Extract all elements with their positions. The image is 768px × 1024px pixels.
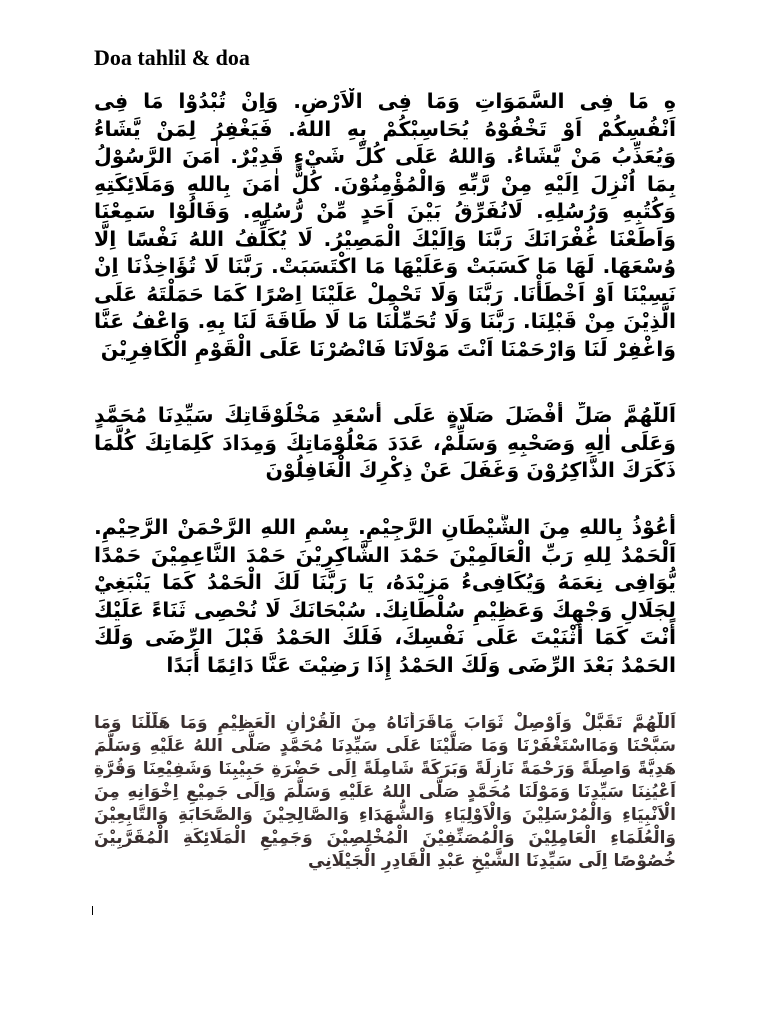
paragraph-salawat: اَللّٰهُمَّ صَلِّ أَفْضَلَ صَلَاةٍ عَلَى أَسْعَدِ مَخْلُوْقَاتِكَ سَيِّدِنَا مُحَمَّدٍ وَعَلَى اٰلِهِ وَصَحْبِهِ وَسَلِّمْ، عَدَدَ مَعْلُوْمَاتِكَ وَمِدَادَ كَلِمَاتِكَ كُلَّمَا ذَكَرَكَ الذَّاكِرُوْنَ وَغَفَلَ عَنْ ذِكْرِكَ الْغَافِلُوْنَ — [94, 403, 676, 482]
page-title: Doa tahlil & doa — [94, 45, 250, 70]
paragraph-hamd: أَعُوْذُ بِاللهِ مِنَ الشَّيْطَانِ الرَّجِيْمِ. بِسْمِ اللهِ الرَّحْمَنْ الرَّحِيْمِ. اَلْحَمْدُ لِلهِ رَبِّ الْعَالَمِيْنَ حَمْدَ الشَّاكِرِيْنَ حَمْدَ النَّاعِمِيْنَ حَمْدًا يُّوَافِى نِعَمَهُ وَيُكَافِىءُ مَزِيْدَهُ، يَا رَبَّنَا لَكَ الْحَمْدُ كَمَا يَنْبَغِيْ لِجَلَالِ وَجْهِكَ وَعَظِيْمِ سُلْطَانِكَ. سُبْحَانَكَ لَا نُحْصِى ثَنَاءً عَلَيْكَ أَنْتَ كَمَا أَثْنَيْتَ عَلَى نَفْسِكَ، فَلَكَ الحَمْدُ قَبْلَ الرِّضَى وَلَكَ الحَمْدُ بَعْدَ الرِّضَى وَلَكَ الحَمْدُ إِذَا رَضِيْتَ عَنَّا دَائِمًا أَبَدًا — [94, 515, 676, 677]
paragraph-doa-tahlil: اَللّٰهُمَّ تَقَبَّلْ وَاَوْصِلْ ثَوَابَ مَاقَرَأْنَاهُ مِنَ الْقُرْاٰنِ الْعَظِيْمِ وَمَا هَلَّلْنَا وَمَا سَبَّحْنَا وَمَااسْتَغْفَرْنَا وَمَا صَلَّيْنَا عَلَى سَيِّدِنَا مُحَمَّدٍ صَلَّى اللهُ عَلَيْهِ وَسَلَّمَ هَدِيَّةً وَاصِلَةً وَرَحْمَةً نَازِلَةً وَبَرَكَةً شَامِلَةً اِلَى حَضْرَةِ حَبِيْبِنَا وَشَفِيْعِنَا وَقُرَّةِ اَعْيُنِنَا سَيِّدِنَا وَمَوْلَنَا مُحَمَّدٍ صَلَّى اللهُ عَلَيْهِ وَسَلَّمَ وَاِلَى جَمِيْعِ اِخْوَانِهِ مِنَ الْاَنْبِيَاءِ وَالْمُرْسَلِيْنَ وَالْاَوْلِيَاءِ وَالشُّهَدَاءِ وَالصَّالِحِيْنَ وَالصَّحَابَةِ وَالتَّابِعِيْنَ وَالْعُلَمَاءِ الْعَامِلِيْنَ وَالْمُصَنِّفِيْنَ الْمُخْلِصِيْنَ وَجَمِيْعِ الْمَلَائِكَةِ الْمُقَرَّبِيْنَ خُصُوْصًا اِلَى سَيِّدِنَا الشَّيْخِ عَبْدِ الْقَادِرِ الْجَيْلَانِي — [94, 713, 676, 871]
text-cursor — [92, 906, 93, 915]
paragraph-ayat-kursi-ending: هِ مَا فِى السَّمَوَاتِ وَمَا فِى الْاَرْضِ. وَاِنْ تُبْدُوْا مَا فِى اَنْفُسِكُمْ اَوْ تَخْفُوْهُ يُحَاسِبْكُمْ بِهِ اللهُ. فَيَغْفِرُ لِمَنْ يَّشَاءُ وَيُعَذِّبُ مَنْ يَّشَاءُ. وَاللهُ عَلَى كُلِّ شَيْءٍ قَدِيْرٌ. اٰمَنَ الرَّسُوْلُ بِمَا اُنْزِلَ اِلَيْهِ مِنْ رَّبِّهِ وَالْمُؤْمِنُوْنَ. كُلٌّ اٰمَنَ بِاللهِ وَمَلَائِكَتِهِ وَكُتُبِهِ وَرُسُلِهِ. لَانُفَرِّقُ بَيْنَ اَحَدٍ مِّنْ رُّسُلِهِ. وَقَالُوْا سَمِعْنَا وَاَطَعْنَا غُفْرَانَكَ رَبَّنَا وَاِلَيْكَ الْمَصِيْرُ. لَا يُكَلِّفُ اللهُ نَفْسًا اِلَّا وُسْعَهَا. لَهَا مَا كَسَبَتْ وَعَلَيْهَا مَا اكْتَسَبَتْ. رَبَّنَا لَا تُؤَاخِذْنَا اِنْ نَسِيْنَا اَوْ اَخْطَأْنَا. رَبَّنَا وَلَا تَحْمِلْ عَلَيْنَا اِصْرًا كَمَا حَمَلْتَهُ عَلَى الَّذِيْنَ مِنْ قَبْلِنَا. رَبَّنَا وَلَا تُحَمِّلْنَا مَا لَا طَاقَةَ لَنَا بِهِ. وَاعْفُ عَنَّا وَاغْفِرْ لَنَا وَارْحَمْنَا اَنْتَ مَوْلَانَا فَانْصُرْنَا عَلَى الْقَوْمِ الْكَافِرِيْنَ — [94, 89, 676, 361]
